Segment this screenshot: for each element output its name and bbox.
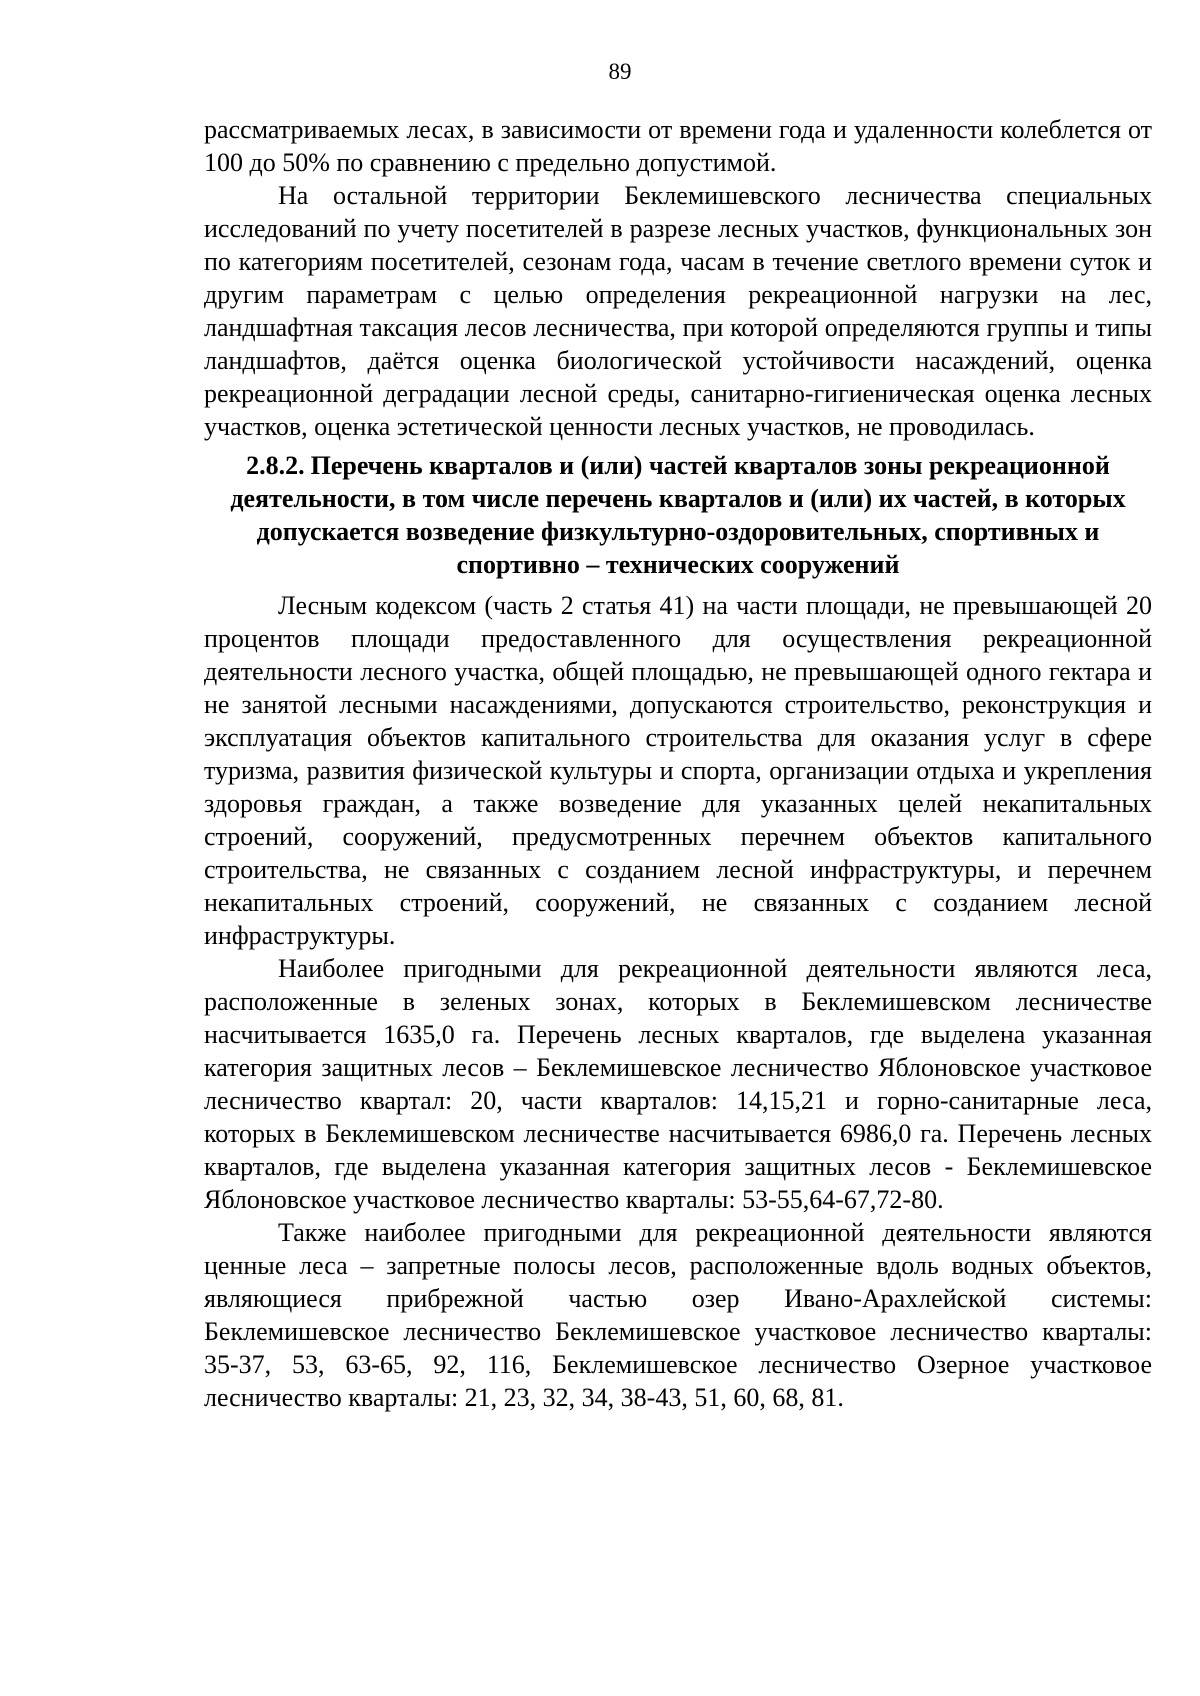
paragraph-survey-absence: На остальной территории Беклемишевского лесничества специальных исследований по учету посетителей в разрезе лесных участков, функциональных зон по категориям посетителей, сезонам года, часам в течение светлого времени суток и другим параметрам с целью определения рекреационной нагрузки на лес, ландшафтная таксация лесов лесничества, при которой определяются группы и типы ландшафтов, даётся оценка биологической устойчивости насаждений, оценка рекреационной деградации лесной среды, санитарно-гигиеническая оценка лесных участков, оценка эстетической ценности лесных участков, не проводилась. (204, 181, 1152, 441)
paragraph-green-zones: Наиболее пригодными для рекреационной деятельности являются леса, расположенные в зеленых зонах, которых в Беклемишевском лесничестве насчитывается 1635,0 га. Перечень лесных кварталов, где выделена указанная категория защитных лесов – Беклемишевское лесничество Яблоновское участковое лесничество квартал: 20, части кварталов: 14,15,21 и горно-санитарные леса, которых в Беклемишевском лесничестве насчитывается 6986,0 га. Перечень лесных кварталов, где выделена указанная категория защитных лесов - Беклемишевское Яблоновское участковое лесничество кварталы: 53-55,64-67,72-80. (204, 954, 1152, 1214)
section-number: 2.8.2. (246, 451, 305, 480)
page-number: 89 (608, 59, 632, 84)
section-heading (204, 449, 1152, 581)
paragraph-forest-code: Лесным кодексом (часть 2 статья 41) на части площади, не превышающей 20 процентов площади предоставленного для осуществления рекреационной деятельности лесного участка, общей площадью, не превышающей одного гектара и не занятой лесными насаждениями, допускаются строительство, реконструкция и эксплуатация объектов капитального строительства для оказания услуг в сфере туризма, развития физической культуры и спорта, организации отдыха и укрепления здоровья граждан, а также возведение для указанных целей некапитальных строений, сооружений, предусмотренных перечнем объектов капитального строительства, не связанных с созданием лесной инфраструктуры, и перечнем некапитальных строений, сооружений, не связанных с созданием лесной инфраструктуры. (204, 591, 1152, 950)
paragraph-valuable-forests: Также наиболее пригодными для рекреационной деятельности являются ценные леса – запретные полосы лесов, расположенные вдоль водных объектов, являющиеся прибрежной частью озер Ивано-Арахлейской системы: Беклемишевское лесничество Беклемишевское участковое лесничество кварталы: 35-37, 53, 63-65, 92, 116, Беклемишевское лесничество Озерное участковое лесничество кварталы: 21, 23, 32, 34, 38-43, 51, 60, 68, 81. (204, 1218, 1152, 1412)
document-body (204, 113, 1152, 1414)
section-title: Перечень кварталов и (или) частей кварталов зоны рекреационной деятельности, в том числе перечень кварталов и (или) их частей, в которых допускается возведение физкультурно-оздоровительных, спортивных и спортивно – технических сооружений (230, 451, 1126, 579)
paragraph-continuation: рассматриваемых лесах, в зависимости от времени года и удаленности колеблется от 100 до 50% по сравнению с предельно допустимой. (204, 115, 1152, 177)
